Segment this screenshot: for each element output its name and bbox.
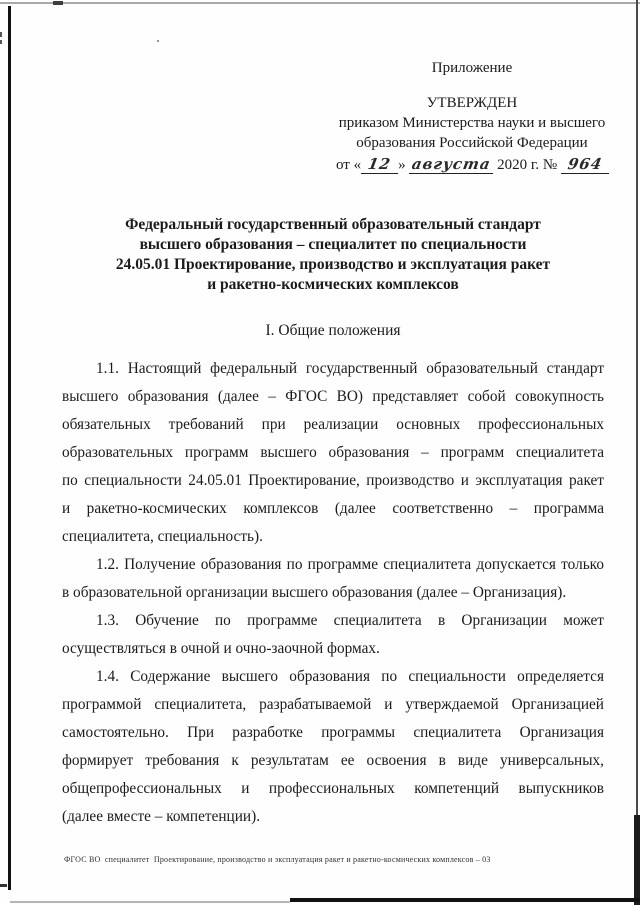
paragraph-line: общепрофессиональных и профессиональных компетенций выпускников (62, 780, 604, 797)
paragraph-line: самостоятельно. При разработке программы специалитета Организация (62, 724, 604, 741)
date-month-blank (409, 156, 493, 174)
scan-artifact-mark (0, 32, 2, 37)
date-prefix: от « (336, 157, 362, 173)
paragraph-line: в образовательной организации высшего образования (далее – Организация). (62, 584, 567, 601)
paragraph-line: и ракетно-космических комплексов (далее соответственно – программа (62, 500, 604, 517)
document-title (62, 215, 604, 295)
paragraph-line: 1.1. Настоящий федеральный государственный образовательный стандарт (96, 360, 604, 377)
scan-right-border (636, 0, 638, 905)
paragraph-line: высшего образования (далее – ФГОС ВО) представляет собой совокупность (62, 388, 604, 405)
title-line: и ракетно-космических комплексов (207, 276, 459, 293)
handwritten-number: 964 (566, 155, 604, 173)
scan-artifact-speck (157, 40, 159, 42)
paragraph-line: 1.4. Содержание высшего образования по специальности определяется (96, 668, 604, 685)
page-footer: ФГОС ВО специалитет Проектирование, производство и эксплуатация ракет и ракетно-космических комплексов – 03 (64, 855, 491, 864)
body-paragraphs (62, 355, 604, 831)
paragraph-line: образовательных программ высшего образования – программ специалитета (62, 444, 604, 461)
paragraph-line: программой специалитета, разрабатываемой и утверждаемой Организацией (62, 696, 604, 713)
approved-by-line: приказом Министерства науки и высшего (338, 115, 606, 131)
approval-date-line (336, 155, 608, 175)
date-number-blank (561, 156, 609, 174)
date-quote-close: » (398, 157, 406, 173)
scan-artifact-tick (0, 884, 7, 887)
approved-by-line: образования Российской Федерации (356, 135, 588, 151)
scan-bottom-border-light (10, 901, 290, 903)
title-line: 24.05.01 Проектирование, производство и эксплуатация ракет (115, 256, 551, 273)
date-day-blank (361, 156, 398, 174)
paragraph-line: обязательных требований при реализации основных профессиональных (62, 416, 604, 433)
approved-label: УТВЕРЖДЕН (426, 95, 518, 111)
scan-artifact-blob (53, 1, 63, 5)
title-line: высшего образования – специалитет по специальности (139, 236, 527, 253)
title-line: Федеральный государственный образовательный стандарт (125, 216, 541, 233)
section-heading: I. Общие положения (265, 322, 401, 339)
paragraph-line: осуществляться в очной и очно-заочной формах. (62, 640, 380, 657)
handwritten-day: 12 (366, 155, 393, 173)
paragraph-line: (далее вместе – компетенции). (62, 808, 261, 825)
paragraph-line: формирует требования к результатам ее освоения в виде универсальных, (62, 752, 604, 769)
scan-bottom-border (290, 898, 640, 902)
appendix-label: Приложение (431, 60, 513, 76)
handwritten-month: августа (410, 155, 493, 173)
date-year-part: 2020 г. № (497, 157, 558, 173)
scan-right-border-shadow (634, 815, 640, 905)
paragraph-line: 1.3. Обучение по программе специалитета в Организации может (96, 612, 604, 629)
scan-top-border (0, 2, 640, 4)
approval-header (336, 58, 608, 175)
scan-left-border (8, 6, 11, 890)
paragraph-line: 1.2. Получение образования по программе специалитета допускается только (96, 556, 604, 573)
paragraph-line: специалитета, специальность). (62, 528, 263, 545)
scan-artifact-mark (0, 40, 2, 44)
paragraph-line: по специальности 24.05.01 Проектирование, производство и эксплуатация ракет (62, 472, 604, 489)
